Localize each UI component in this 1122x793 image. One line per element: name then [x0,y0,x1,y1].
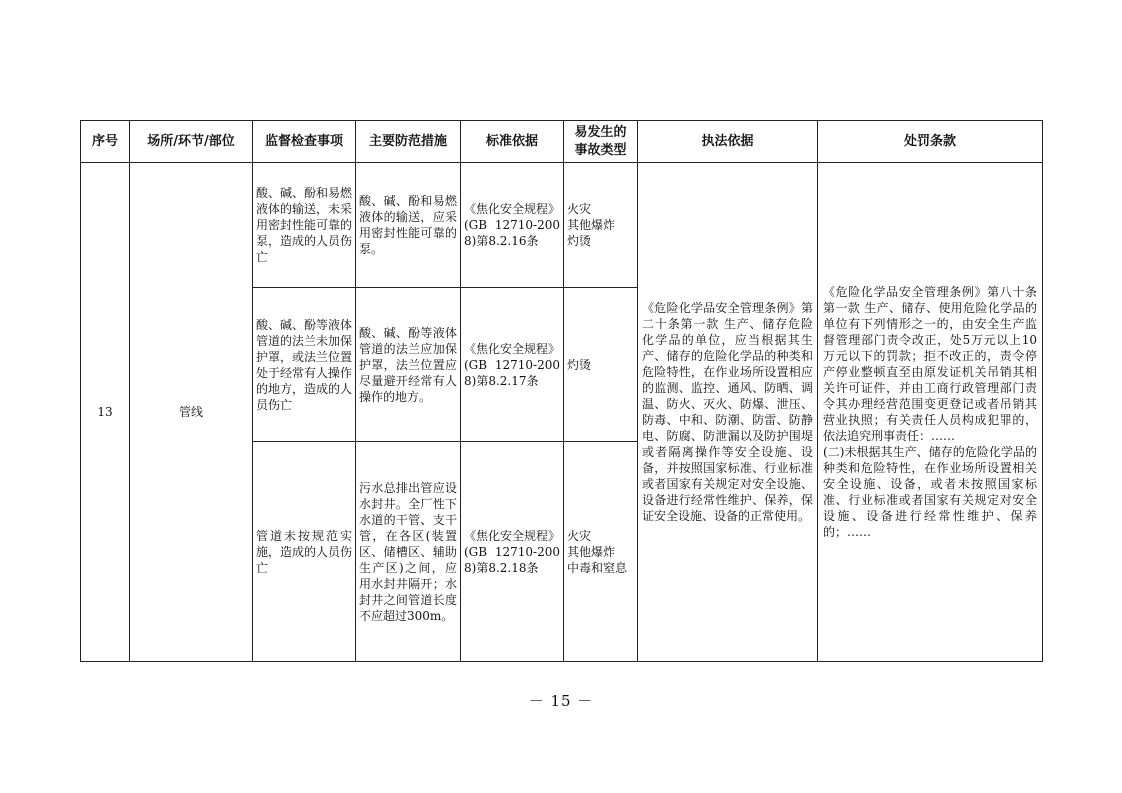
table-row [81,163,1043,288]
accident-type-cell [564,163,638,288]
measures-text: 酸、碱、酚等液体管道的法兰应加保护罩，法兰位置应尽量避开经常有人操作的地方。 [359,325,457,404]
measures-text: 酸、碱、酚和易燃液体的输送，应采用密封性能可靠的泵。 [359,194,457,256]
standard-text: 《焦化安全规程》(GB 12710-2008)第8.2.17条 [464,341,561,388]
penalty-cell [818,163,1043,662]
inspection-item-text: 管道未按规范实施，造成的人员伤亡 [256,528,353,575]
accident-type-text: 灼烫 [567,357,592,372]
header-inspection-item: 监督检查事项 [253,121,356,163]
header-location: 场所/环节/部位 [130,121,253,163]
measures-text: 污水总排出管应设水封井。全厂性下水道的干管、支干管，在各区(装置区、储槽区、辅助生产区)之间，应用水封井隔开；水封井之间管道长度不应超过300m。 [359,480,457,623]
accident-type-cell [564,442,638,662]
header-accident-type [564,121,638,163]
standard-cell [461,288,564,442]
header-row [81,121,1043,163]
header-law-basis: 执法依据 [638,121,818,163]
seq-value: 13 [97,405,113,419]
header-accident-type-label: 易发生的事故类型 [574,124,627,158]
header-measures: 主要防范措施 [356,121,461,163]
penalty-text: 《危险化学品安全管理条例》第八十条第一款 生产、储存、使用危险化学品的单位有下列情形之一的，由安全生产监督管理部门责令改正，处5万元以上10万元以下的罚款；拒不改正的，责令停产停业整顿直至由原发证机关吊销其相关许可证件，并由工商行政管理部门责令其办理经营范围变更登记或者吊销其营业执照；有关责任人员构成犯罪的，依法追究刑事责任：…… (二)未根据其生产、储存的危险化学品的种类和危险特性，在作业场所设置相关安全设施、设备，或者未按照国家标准、行业标准或者国家有关规定对安全设施、设备进行经常性维护、保养的；…… [823,285,1037,539]
accident-type-text: 火灾 其他爆炸 灼烫 [567,202,616,248]
regulation-table [80,120,1043,662]
inspection-item-cell [253,442,356,662]
header-standard: 标准依据 [461,121,564,163]
law-basis-text: 《危险化学品安全管理条例》第二十条第一款 生产、储存危险化学品的单位，应当根据其生产、储存的危险化学品的种类和危险特性，在作业场所设置相应的监测、监控、通风、防晒、调温、防火、灭火、防爆、泄压、防毒、中和、防潮、防雷、防静电、防腐、防泄漏以及防护围堤或者隔离操作等安全设施、设备，并按照国家标准、行业标准或者国家有关规定对安全设施、设备进行经常性维护、保养，保证安全设施、设备的正常使用。 [642,301,813,523]
law-basis-cell [638,163,818,662]
measures-cell [356,163,461,288]
inspection-item-text: 酸、碱、酚和易燃液体的输送，未采用密封性能可靠的泵，造成的人员伤亡 [256,186,353,264]
measures-cell [356,288,461,442]
location-cell [130,163,253,662]
header-seq: 序号 [81,121,130,163]
seq-cell [81,163,130,662]
standard-text: 《焦化安全规程》(GB 12710-2008)第8.2.16条 [464,202,561,248]
accident-type-text: 火灾 其他爆炸 中毒和窒息 [567,528,628,575]
measures-cell [356,442,461,662]
standard-text: 《焦化安全规程》(GB 12710-2008)第8.2.18条 [464,528,561,575]
standard-cell [461,163,564,288]
location-value: 管线 [178,405,203,419]
standard-cell [461,442,564,662]
inspection-item-cell [253,288,356,442]
inspection-item-text: 酸、碱、酚等液体管道的法兰未加保护罩，或法兰位置处于经常有人操作的地方，造成的人员伤亡 [256,317,353,412]
accident-type-cell [564,288,638,442]
page-number: － 15 － [528,692,594,710]
header-penalty: 处罚条款 [818,121,1043,163]
inspection-item-cell [253,163,356,288]
